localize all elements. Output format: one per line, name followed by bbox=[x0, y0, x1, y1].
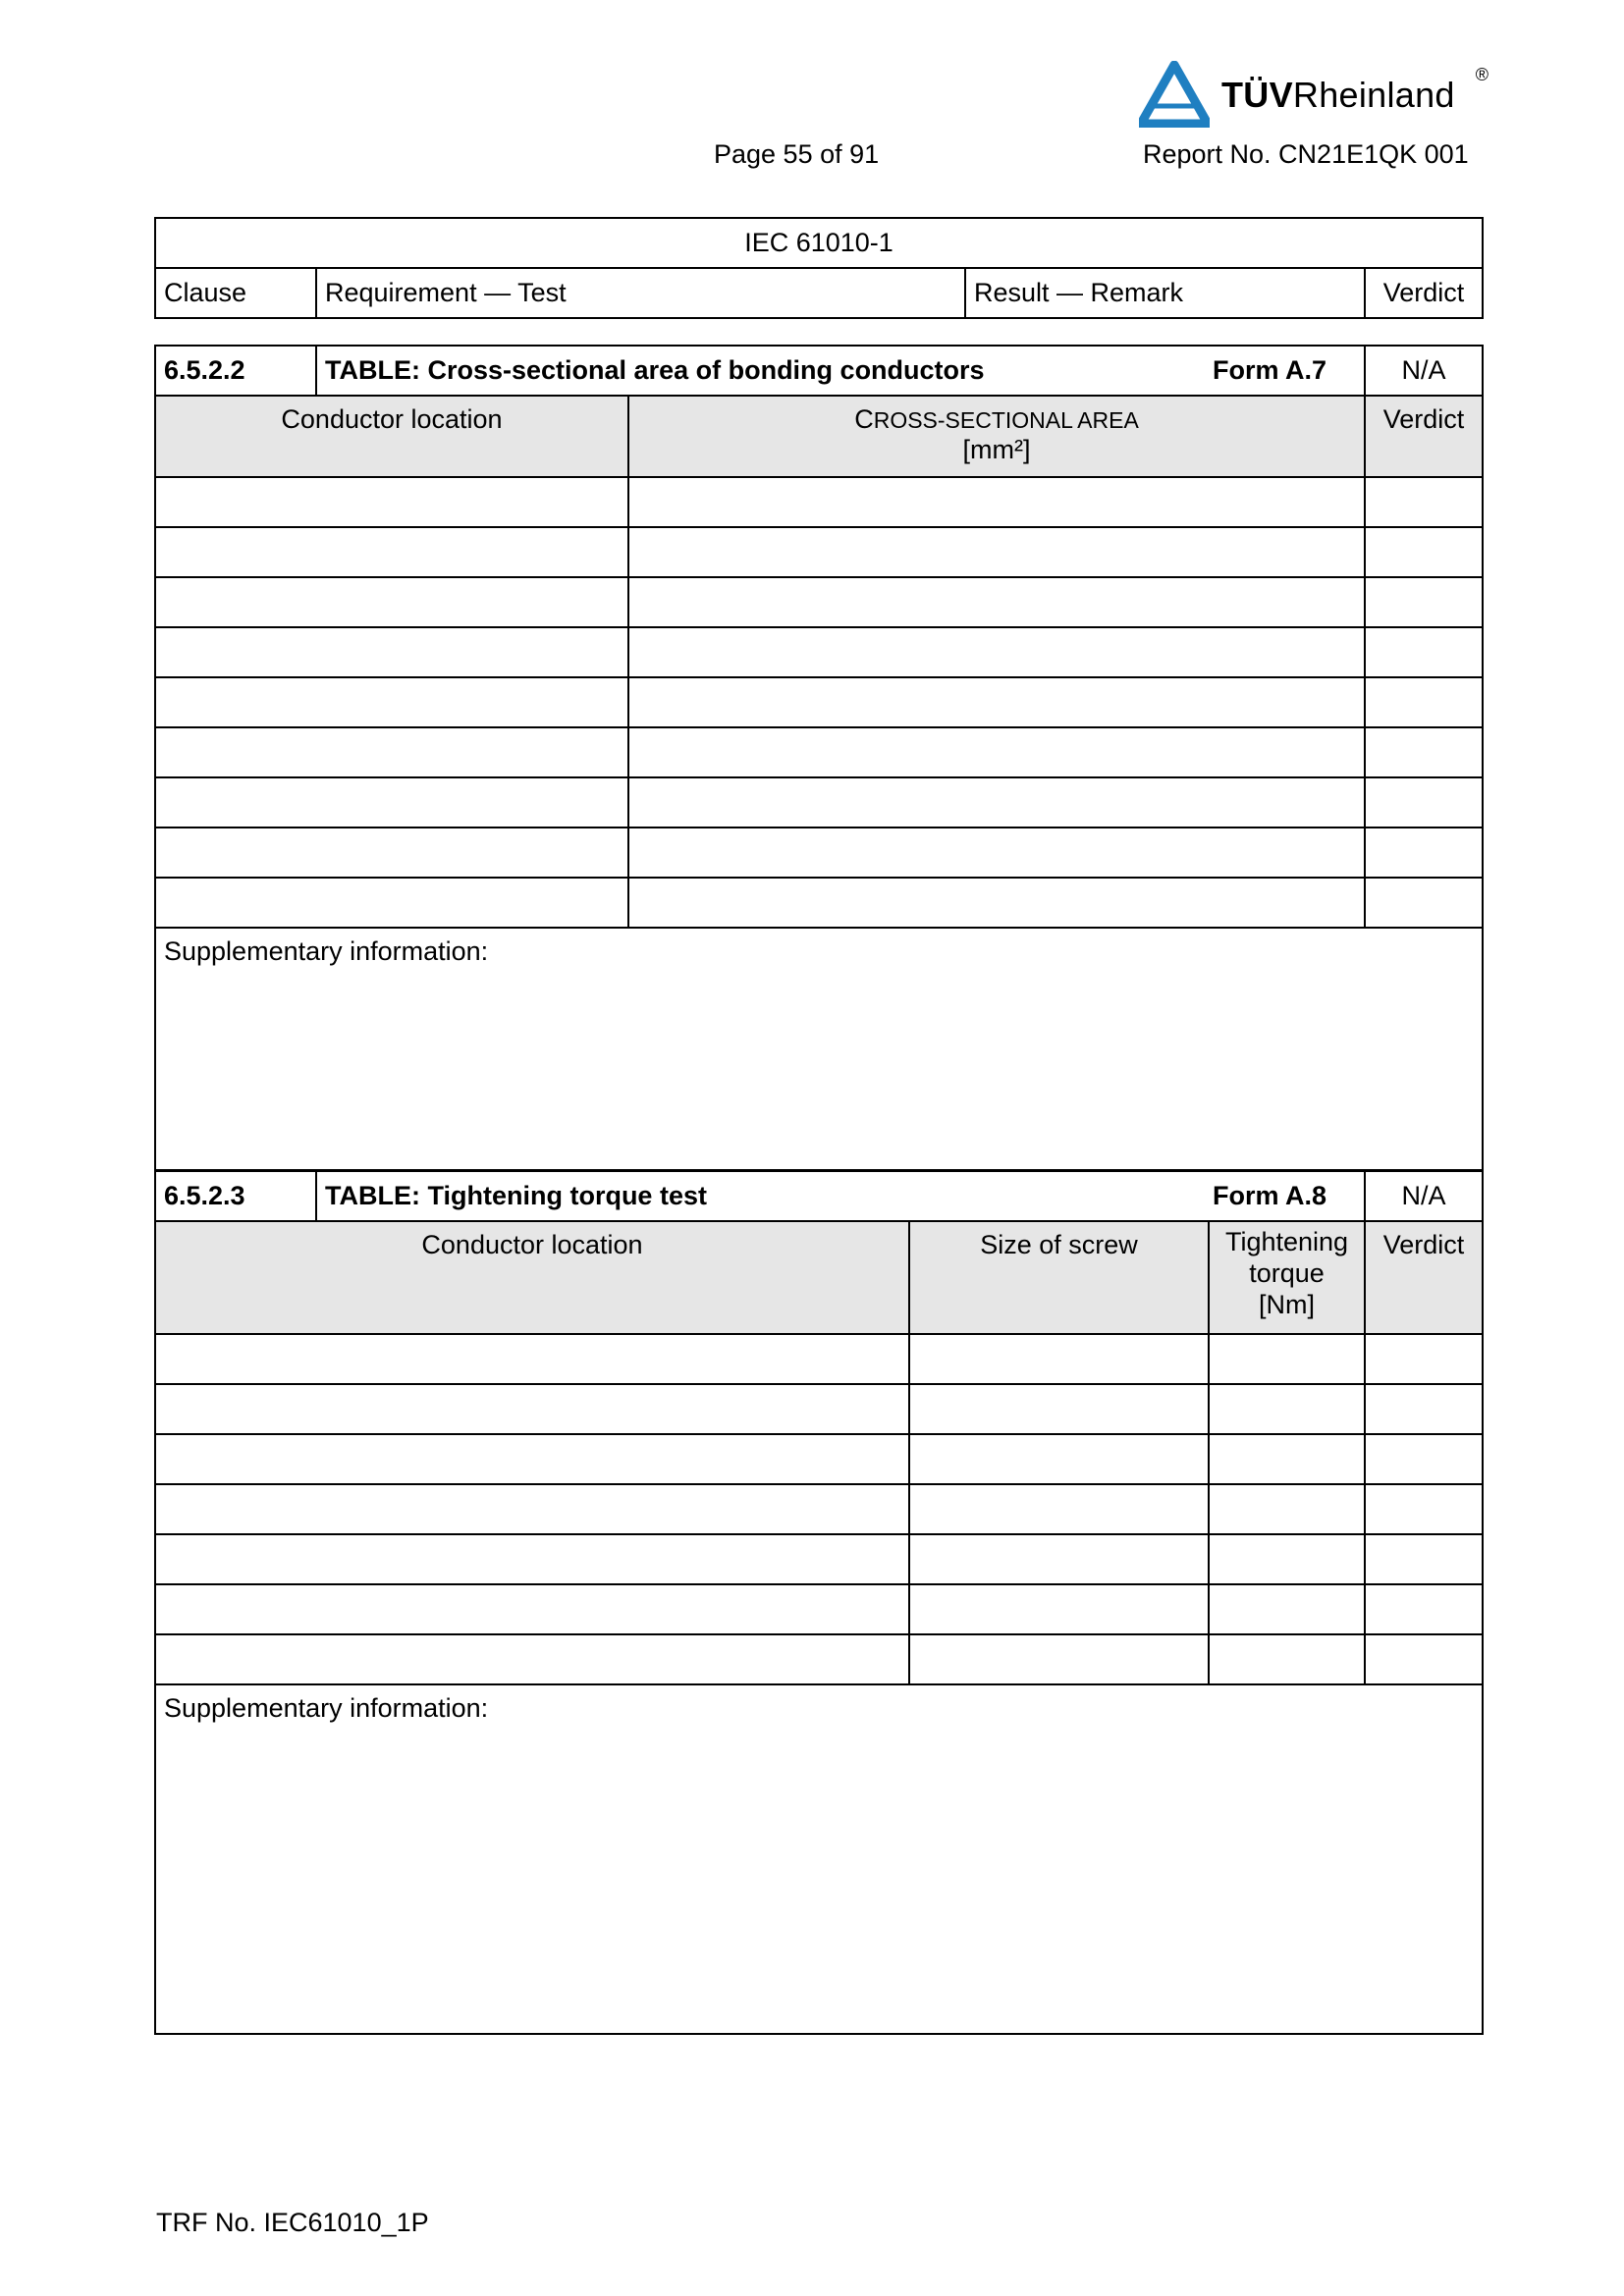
table-row bbox=[155, 828, 1483, 878]
col-tightening-torque: Tightening torque [Nm] bbox=[1209, 1221, 1365, 1334]
cell-area bbox=[628, 577, 1365, 627]
col-conductor-location: Conductor location bbox=[155, 396, 628, 477]
cell-location bbox=[155, 527, 628, 577]
table-verdict: N/A bbox=[1365, 346, 1483, 396]
cell-area bbox=[628, 878, 1365, 928]
col-requirement: Requirement — Test bbox=[316, 268, 965, 318]
cell-verdict bbox=[1365, 1584, 1483, 1634]
cell-verdict bbox=[1365, 1384, 1483, 1434]
cell-verdict bbox=[1365, 1534, 1483, 1584]
supplementary-information: Supplementary information: bbox=[155, 1684, 1483, 2034]
form-label: Form A.7 bbox=[1213, 355, 1327, 385]
col-result: Result — Remark bbox=[965, 268, 1365, 318]
cell-torque bbox=[1209, 1584, 1365, 1634]
cell-verdict bbox=[1365, 477, 1483, 527]
cell-screw bbox=[909, 1334, 1209, 1384]
cell-location bbox=[155, 878, 628, 928]
table-row bbox=[155, 1584, 1483, 1634]
cell-screw bbox=[909, 1584, 1209, 1634]
cell-area bbox=[628, 828, 1365, 878]
col-clause: Clause bbox=[155, 268, 316, 318]
cell-verdict bbox=[1365, 777, 1483, 828]
cell-location bbox=[155, 1534, 909, 1584]
table-row bbox=[155, 777, 1483, 828]
page-number: Page 55 of 91 bbox=[714, 139, 880, 169]
table-row bbox=[155, 1634, 1483, 1684]
cell-area bbox=[628, 727, 1365, 777]
cell-location bbox=[155, 577, 628, 627]
col-verdict: Verdict bbox=[1365, 268, 1483, 318]
cell-verdict bbox=[1365, 627, 1483, 677]
trf-number: TRF No. IEC61010_1P bbox=[156, 2208, 429, 2237]
standard-title: IEC 61010-1 bbox=[155, 218, 1483, 268]
table-title bbox=[316, 346, 1365, 396]
cell-area bbox=[628, 527, 1365, 577]
table-cross-sectional-area bbox=[154, 345, 1484, 1171]
cell-verdict bbox=[1365, 1434, 1483, 1484]
table-row bbox=[155, 1434, 1483, 1484]
table-row bbox=[155, 627, 1483, 677]
table-row bbox=[155, 727, 1483, 777]
cell-location bbox=[155, 1584, 909, 1634]
table-title-text: TABLE: Tightening torque test bbox=[325, 1181, 707, 1210]
cell-location bbox=[155, 777, 628, 828]
table-row bbox=[155, 527, 1483, 577]
cell-verdict bbox=[1365, 677, 1483, 727]
tuv-rheinland-logo bbox=[1139, 61, 1489, 128]
cell-torque bbox=[1209, 1334, 1365, 1384]
cell-location bbox=[155, 828, 628, 878]
table-row bbox=[155, 878, 1483, 928]
col-area-label: CROSS-SECTIONAL AREA bbox=[854, 404, 1139, 434]
table-title bbox=[316, 1171, 1365, 1221]
cell-verdict bbox=[1365, 828, 1483, 878]
col-conductor-location: Conductor location bbox=[155, 1221, 909, 1334]
report-number: Report No. CN21E1QK 001 bbox=[1143, 139, 1469, 169]
col-size-of-screw: Size of screw bbox=[909, 1221, 1209, 1334]
col-verdict: Verdict bbox=[1365, 396, 1483, 477]
table-verdict: N/A bbox=[1365, 1171, 1483, 1221]
cell-location bbox=[155, 1334, 909, 1384]
cell-screw bbox=[909, 1634, 1209, 1684]
supplementary-information: Supplementary information: bbox=[155, 928, 1483, 1170]
cell-area bbox=[628, 677, 1365, 727]
cell-screw bbox=[909, 1534, 1209, 1584]
cell-location bbox=[155, 1384, 909, 1434]
cell-area bbox=[628, 627, 1365, 677]
form-label: Form A.8 bbox=[1212, 1181, 1326, 1210]
registered-mark: ® bbox=[1475, 65, 1489, 84]
table-row bbox=[155, 677, 1483, 727]
cell-location bbox=[155, 1484, 909, 1534]
col-area-unit: [mm²] bbox=[962, 435, 1031, 464]
table-row bbox=[155, 1484, 1483, 1534]
tuv-triangle-logo-icon bbox=[1139, 61, 1210, 128]
table-row bbox=[155, 477, 1483, 527]
cell-torque bbox=[1209, 1434, 1365, 1484]
cell-verdict bbox=[1365, 727, 1483, 777]
cell-location bbox=[155, 627, 628, 677]
cell-area bbox=[628, 477, 1365, 527]
cell-verdict bbox=[1365, 1334, 1483, 1384]
table-row bbox=[155, 1534, 1483, 1584]
cell-verdict bbox=[1365, 577, 1483, 627]
cell-torque bbox=[1209, 1484, 1365, 1534]
table-title-text: TABLE: Cross-sectional area of bonding conductors bbox=[325, 355, 985, 385]
table-tightening-torque bbox=[154, 1170, 1484, 2035]
cell-screw bbox=[909, 1434, 1209, 1484]
col-cross-sectional-area bbox=[628, 396, 1365, 477]
cell-location bbox=[155, 1634, 909, 1684]
table-row bbox=[155, 1334, 1483, 1384]
col-verdict: Verdict bbox=[1365, 1221, 1483, 1334]
cell-verdict bbox=[1365, 527, 1483, 577]
logo-wordmark: TÜVRheinland bbox=[1221, 75, 1455, 115]
cell-torque bbox=[1209, 1634, 1365, 1684]
standard-header-table bbox=[154, 217, 1484, 319]
cell-area bbox=[628, 777, 1365, 828]
cell-screw bbox=[909, 1484, 1209, 1534]
cell-torque bbox=[1209, 1384, 1365, 1434]
clause-number: 6.5.2.2 bbox=[155, 346, 316, 396]
cell-location bbox=[155, 477, 628, 527]
cell-location bbox=[155, 1434, 909, 1484]
clause-number: 6.5.2.3 bbox=[155, 1171, 316, 1221]
cell-verdict bbox=[1365, 878, 1483, 928]
cell-verdict bbox=[1365, 1484, 1483, 1534]
table-row bbox=[155, 577, 1483, 627]
cell-location bbox=[155, 677, 628, 727]
cell-screw bbox=[909, 1384, 1209, 1434]
cell-location bbox=[155, 727, 628, 777]
cell-verdict bbox=[1365, 1634, 1483, 1684]
cell-torque bbox=[1209, 1534, 1365, 1584]
table-row bbox=[155, 1384, 1483, 1434]
